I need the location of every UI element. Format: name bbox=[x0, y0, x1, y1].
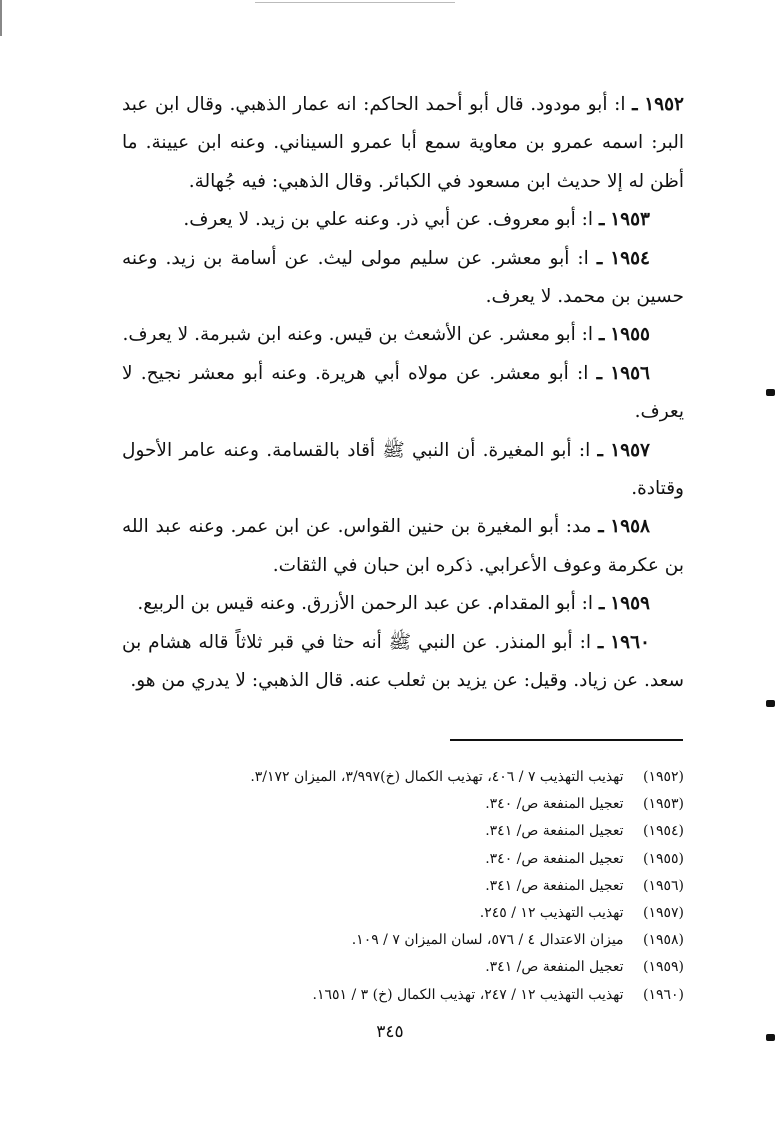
entry-number: ١٩٥٢ bbox=[644, 94, 684, 115]
entry bbox=[122, 585, 684, 623]
entry-separator: ـ bbox=[597, 439, 603, 461]
footnote bbox=[190, 982, 684, 1009]
entry bbox=[122, 355, 684, 432]
entry-number: ١٩٥٤ bbox=[610, 247, 650, 269]
entry-text: ا: أبو المقدام. عن عبد الرحمن الأزرق. وعنه قيس بن الربيع. bbox=[137, 593, 594, 615]
footnote-divider bbox=[450, 739, 683, 741]
page-number: ٣٤٥ bbox=[376, 1022, 404, 1042]
entry-separator: ـ bbox=[598, 209, 605, 231]
entry bbox=[122, 240, 684, 317]
entry bbox=[122, 508, 684, 585]
entry bbox=[122, 316, 684, 354]
footnote-text: تهذيب التهذيب ١٢ / ٢٤٧، تهذيب الكمال (خ) ٣ / ١٦٥١. bbox=[312, 986, 624, 1003]
entry-number: ١٩٥٣ bbox=[610, 209, 650, 231]
footnote bbox=[190, 791, 684, 818]
entry-text: ا: أبو معشر. عن الأشعث بن قيس. وعنه ابن شبرمة. لا يعرف. bbox=[122, 324, 594, 346]
entry-text: ا: أبو المغيرة. أن النبي ﷺ أقاد بالقسامة. وعنه عامر الأحول وقتادة. bbox=[122, 439, 684, 500]
entry-text: ا: أبو المنذر. عن النبي ﷺ أنه حثا في قبر ثلاثاً قاله هشام بن سعد. عن زياد. وقيل: عن يزيد بن ثعلب عنه. قال الذهبي: لا يدري من هو. bbox=[122, 631, 684, 692]
footnote bbox=[190, 818, 684, 845]
footnote-number: (١٩٥٧) bbox=[642, 905, 684, 922]
left-edge-mark bbox=[0, 0, 2, 36]
footnote-text: ميزان الاعتدال ٤ / ٥٧٦، لسان الميزان ٧ / ١٠٩. bbox=[351, 932, 624, 949]
entry bbox=[122, 624, 684, 701]
entry-text: مد: أبو المغيرة بن حنين القواس. عن ابن عمر. وعنه عبد الله بن عكرمة وعوف الأعرابي. ذكره ابن حبان في الثقات. bbox=[122, 516, 684, 576]
entry bbox=[122, 201, 684, 239]
footnote bbox=[190, 900, 684, 927]
footnote-number: (١٩٥٤) bbox=[642, 823, 684, 840]
entry-number: ١٩٥٩ bbox=[610, 593, 650, 615]
footnote-number: (١٩٦٠) bbox=[642, 986, 684, 1003]
entry bbox=[122, 432, 684, 509]
footnote-number: (١٩٥٦) bbox=[642, 877, 684, 894]
entry-separator: ـ bbox=[598, 593, 605, 615]
entry-number: ١٩٦٠ bbox=[610, 631, 650, 653]
entry bbox=[122, 86, 684, 201]
footnote-text: تعجيل المنفعة ص/ ٣٤١. bbox=[485, 823, 624, 840]
biography-entries bbox=[122, 86, 684, 701]
entry-separator: ـ bbox=[632, 94, 638, 115]
footnote bbox=[190, 927, 684, 954]
entry-text: ا: أبو معروف. عن أبي ذر. وعنه علي بن زيد. لا يعرف. bbox=[183, 209, 594, 231]
footnote-number: (١٩٥٢) bbox=[642, 769, 684, 785]
entry-text: ا: أبو معشر. عن سليم مولى ليث. عن أسامة بن زيد. وعنه حسين بن محمد. لا يعرف. bbox=[122, 247, 684, 308]
footnote-text: تعجيل المنفعة ص/ ٣٤٠. bbox=[485, 850, 624, 867]
footnote-text: تعجيل المنفعة ص/ ٣٤٠. bbox=[485, 796, 624, 813]
footnote bbox=[190, 846, 684, 873]
entry-separator: ـ bbox=[598, 324, 605, 346]
margin-mark bbox=[766, 389, 775, 396]
footnote-number: (١٩٥٥) bbox=[642, 850, 684, 867]
entry-number: ١٩٥٥ bbox=[610, 324, 650, 346]
footnote-number: (١٩٥٣) bbox=[642, 796, 684, 813]
footnote bbox=[190, 764, 684, 791]
entry-number: ١٩٥٧ bbox=[610, 439, 650, 461]
top-border-line bbox=[255, 2, 455, 3]
entry-separator: ـ bbox=[596, 362, 603, 384]
footnotes bbox=[190, 764, 684, 1009]
footnote bbox=[190, 954, 684, 981]
footnote-number: (١٩٥٨) bbox=[642, 932, 684, 949]
entry-separator: ـ bbox=[597, 631, 604, 653]
entry-text: ا: أبو معشر. عن مولاه أبي هريرة. وعنه أبو معشر نجيح. لا يعرف. bbox=[122, 362, 684, 423]
footnote-text: تعجيل المنفعة ص/ ٣٤١. bbox=[485, 877, 624, 894]
margin-mark bbox=[766, 1034, 775, 1041]
footnote bbox=[190, 873, 684, 900]
footnote-text: تهذيب التهذيب ١٢ / ٢٤٥. bbox=[479, 905, 624, 922]
entry-text: ا: أبو مودود. قال أبو أحمد الحاكم: انه عمار الذهبي. وقال ابن عبد البر: اسمه عمرو بن معاوية سمع أبا عمرو السيناني. وعنه ابن عيينة. ما أظن له إلا حديث ابن مسعود في الكبائر. وقال الذهبي: فيه جُهالة. bbox=[122, 94, 684, 192]
entry-number: ١٩٥٦ bbox=[610, 362, 650, 384]
footnote-text: تعجيل المنفعة ص/ ٣٤١. bbox=[485, 959, 624, 976]
margin-mark bbox=[766, 700, 775, 707]
footnote-number: (١٩٥٩) bbox=[642, 959, 684, 976]
entry-separator: ـ bbox=[596, 247, 603, 269]
entry-separator: ـ bbox=[598, 516, 604, 538]
entry-number: ١٩٥٨ bbox=[610, 516, 650, 538]
footnote-text: تهذيب التهذيب ٧ / ٤٠٦، تهذيب الكمال (خ)٣/٩٩٧، الميزان ٣/١٧٢. bbox=[250, 769, 624, 785]
